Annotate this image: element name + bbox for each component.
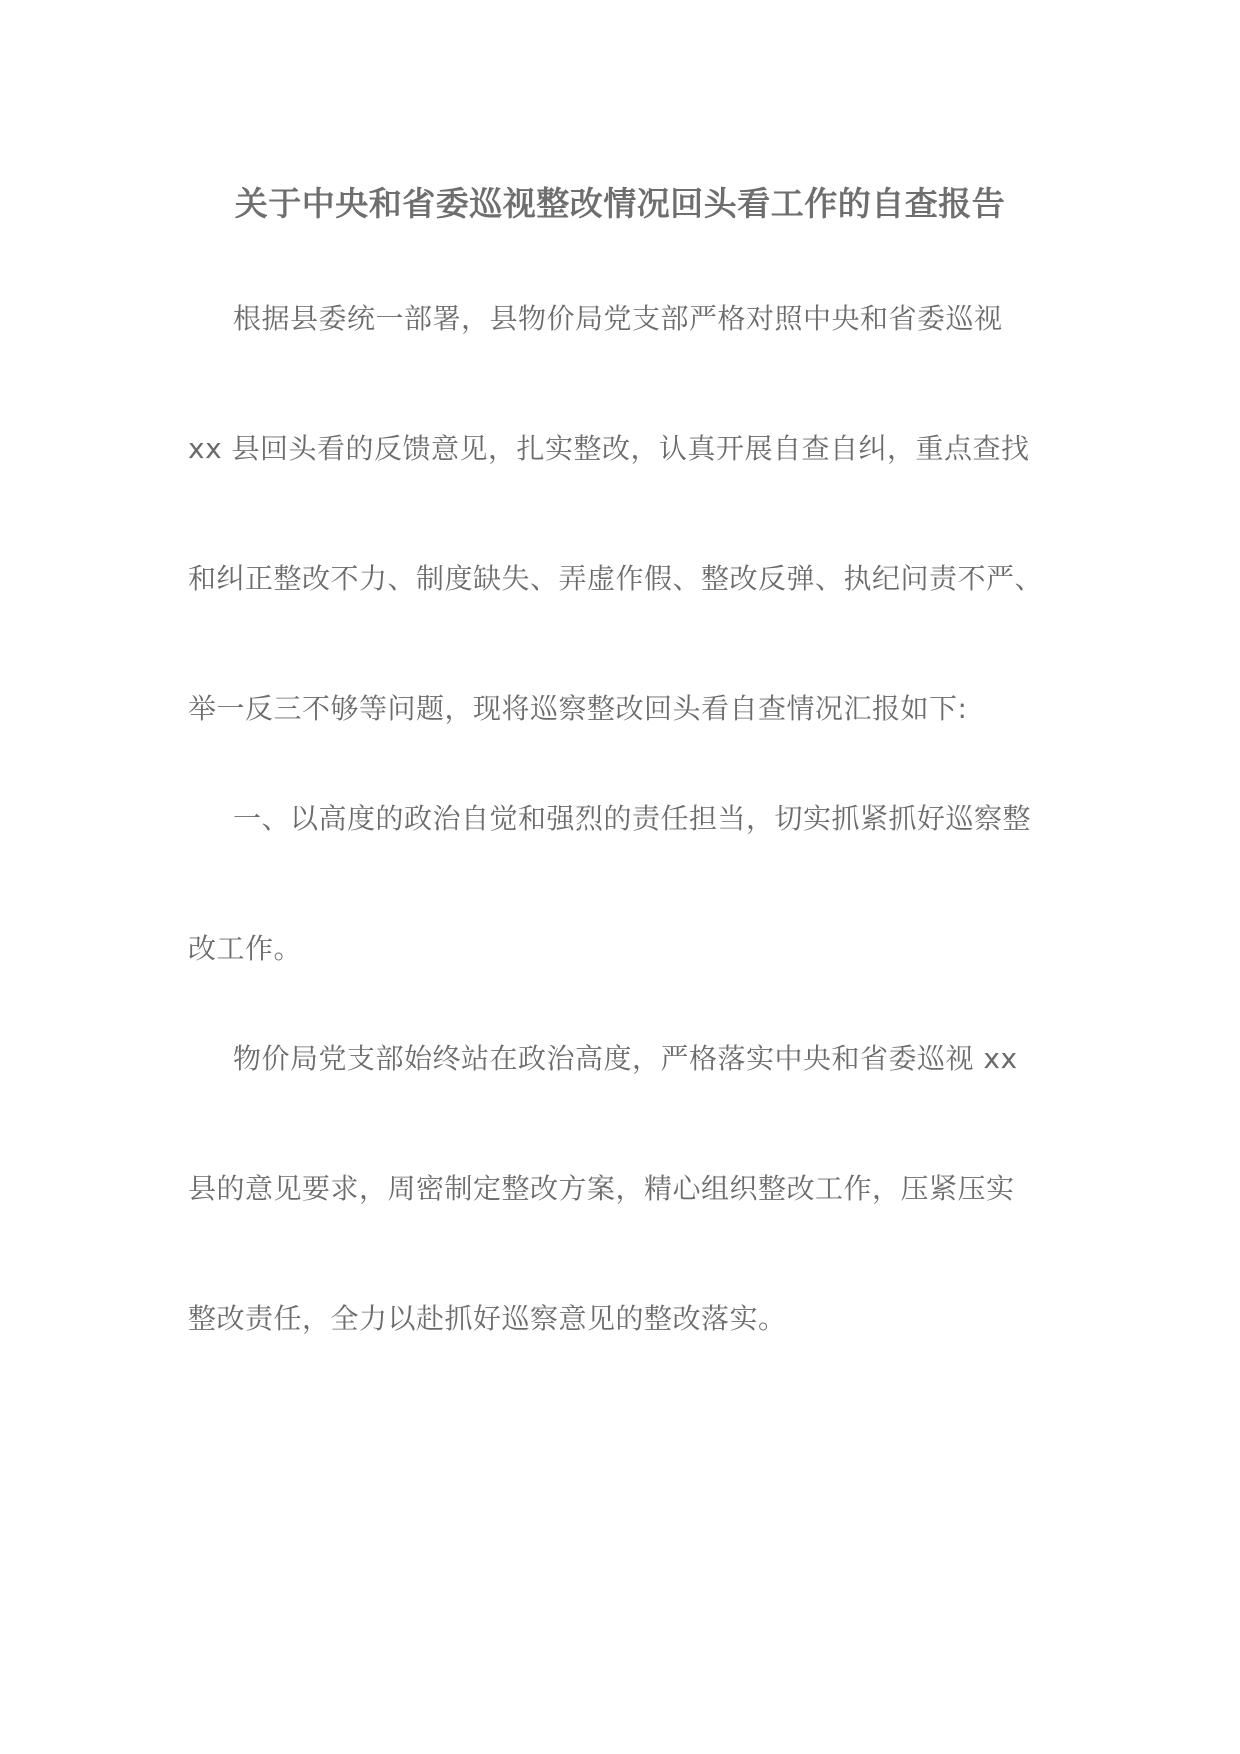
paragraph-2-line-1: 物价局党支部始终站在政治高度，严格落实中央和省委巡视 xx [233,1042,1018,1075]
paragraph-2-line-2: 县的意见要求，周密制定整改方案，精心组织整改工作，压紧压实 [188,1172,1015,1205]
paragraph-1-line-2: xx 县回头看的反馈意见，扎实整改，认真开展自查自纠，重点查找 [188,432,1030,465]
paragraph-1-line-4: 举一反三不够等问题，现将巡察整改回头看自查情况汇报如下: [188,692,968,725]
heading-1-line-1: 一、以高度的政治自觉和强烈的责任担当，切实抓紧抓好巡察整 [233,802,1032,835]
paragraph-2-line-3: 整改责任，全力以赴抓好巡察意见的整改落实。 [188,1302,787,1335]
document-title: 关于中央和省委巡视整改情况回头看工作的自查报告 [234,184,1006,223]
paragraph-1-line-3: 和纠正整改不力、制度缺失、弄虚作假、整改反弹、执纪问责不严、 [188,562,1044,595]
paragraph-1-line-1: 根据县委统一部署，县物价局党支部严格对照中央和省委巡视 [233,302,1003,335]
heading-1-line-2: 改工作。 [188,932,303,965]
